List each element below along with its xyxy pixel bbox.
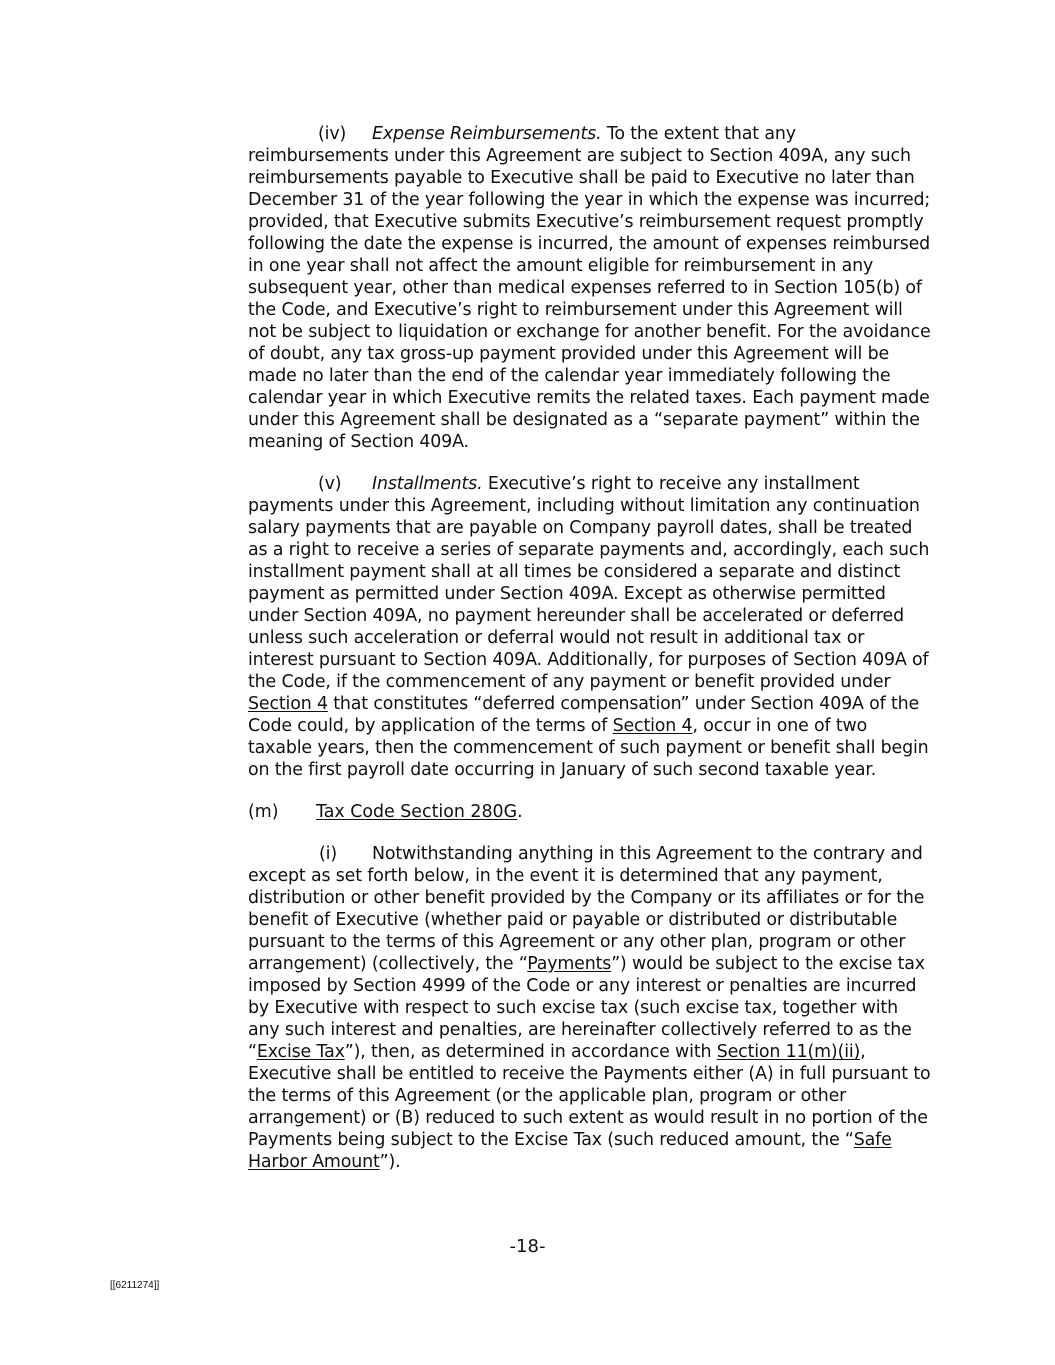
- document-body: [248, 123, 932, 1193]
- defined-term: Payments: [527, 954, 612, 974]
- paragraph-text: , occur in one of two taxable years, then the commencement of such payment or benefit shall begin on the first payroll date occurring in January of such second taxable year.: [248, 716, 929, 780]
- section-reference: Section 4: [612, 716, 693, 736]
- paragraph-i: [248, 843, 932, 1173]
- section-reference: Section 11(m)(ii): [716, 1042, 861, 1062]
- heading-period: .: [517, 802, 523, 822]
- paragraph-text: To the extent that any reimbursements under this Agreement are subject to Section 409A, any such reimbursements payable to Executive shall be paid to Executive no later than December 31 of the year following the year in which the expense was incurred; provided, that Executive submits Executive’s reimbursement request promptly following the date the expense is incurred, the amount of expenses reimbursed in one year shall not affect the amount eligible for reimbursement in any subsequent year, other than medical expenses referred to in Section 105(b) of the Code, and Executive’s right to reimbursement under this Agreement will not be subject to liquidation or exchange for another benefit. For the avoidance of doubt, any tax gross-up payment provided under this Agreement will be made no later than the end of the calendar year immediately following the calendar year in which Executive remits the related taxes. Each payment made under this Agreement shall be designated as a “separate payment” within the meaning of Section 409A.: [248, 124, 931, 452]
- paragraph-label: (iv): [318, 124, 347, 144]
- defined-term: Safe Harbor Amount: [248, 1130, 892, 1172]
- paragraph-label: (i): [319, 844, 337, 864]
- heading-label: (m): [248, 802, 279, 822]
- section-heading-m: [248, 801, 932, 823]
- paragraph-title: Installments.: [372, 474, 483, 494]
- paragraph-text: that constitutes “deferred compensation” under Section 409A of the Code could, by application of the terms of: [248, 694, 920, 736]
- section-reference: Section 4: [248, 694, 328, 714]
- paragraph-label: (v): [318, 474, 342, 494]
- paragraph-text: ”), then, as determined in accordance with: [344, 1042, 717, 1062]
- defined-term: Excise Tax: [256, 1042, 345, 1062]
- paragraph-text: ”).: [379, 1152, 401, 1172]
- paragraph-text: , Executive shall be entitled to receive the Payments either (A) in full pursuant to the terms of this Agreement (or the applicable plan, program or other arrangement) or (B) reduced to such extent as would result in no portion of the Payments being subject to the Excise Tax (such reduced amount, the “: [248, 1042, 931, 1150]
- paragraph-v: [248, 473, 932, 781]
- paragraph-title: Expense Reimbursements.: [372, 124, 602, 144]
- paragraph-text: ”) would be subject to the excise tax imposed by Section 4999 of the Code or any interest or penalties are incurred by Executive with respect to such excise tax (such excise tax, together with any such interest and penalties, are hereinafter collectively referred to as the “: [248, 954, 925, 1062]
- paragraph-iv: [248, 123, 932, 453]
- paragraph-text: Notwithstanding anything in this Agreement to the contrary and except as set forth below, in the event it is determined that any payment, distribution or other benefit provided by the Company or its affiliates or for the benefit of Executive (whether paid or payable or distributed or distributable pursuant to the terms of this Agreement or any other plan, program or other arrangement) (collectively, the “: [248, 844, 925, 974]
- paragraph-text: Executive’s right to receive any installment payments under this Agreement, including without limitation any continuation salary payments that are payable on Company payroll dates, shall be treated as a right to receive a series of separate payments and, accordingly, each such installment payment shall at all times be considered a separate and distinct payment as permitted under Section 409A. Except as otherwise permitted under Section 409A, no payment hereunder shall be accelerated or deferred unless such acceleration or deferral would not result in additional tax or interest pursuant to Section 409A. Additionally, for purposes of Section 409A of the Code, if the commencement of any payment or benefit provided under: [248, 474, 930, 692]
- page-number: -18-: [509, 1236, 546, 1257]
- heading-title: Tax Code Section 280G: [316, 802, 518, 822]
- document-id: [[6211274]]: [110, 1280, 160, 1291]
